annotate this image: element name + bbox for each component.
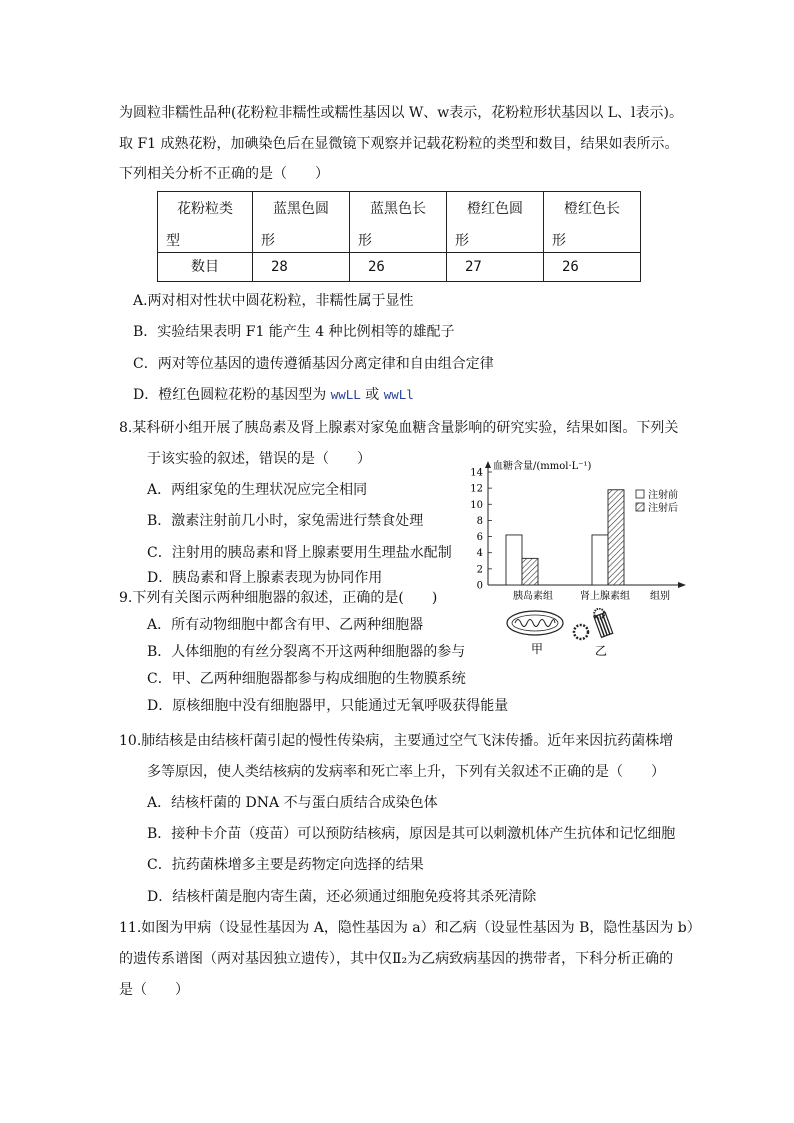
q11-stem-line-2: 的遗传系谱图（两对基因独立遗传），其中仅Ⅱ₂为乙病致病基因的携带者，下科分析正确的 (119, 951, 674, 967)
intro-line-1: 为圆粒非糯性品种(花粉粒非糯性或糯性基因以 W、w表示，花粉粒形状基因以 L、l表示)。 (119, 105, 683, 121)
table-header-cell: 橙红色圆 形 (447, 192, 544, 253)
y-tick-label: 10 (470, 499, 483, 511)
q7-option-b: B．实验结果表明 F1 能产生 4 种比例相等的雄配子 (133, 324, 455, 340)
y-tick-label: 8 (476, 515, 483, 527)
y-tick-label: 4 (476, 548, 483, 560)
organelle-figure (505, 608, 625, 658)
q8-option-a: A．两组家兔的生理状况应完全相同 (147, 482, 368, 498)
question-7-stem: 下列相关分析不正确的是（ ） (119, 166, 329, 182)
legend-label-after: 注射后 (648, 503, 678, 514)
y-tick-label: 2 (476, 564, 483, 576)
genotype-2: wwLl (383, 387, 414, 402)
q9-stem: 9.下列有关图示两种细胞器的叙述，正确的是( ) (119, 590, 438, 606)
bar-before (506, 535, 522, 585)
genotype-1: wwLL (330, 387, 361, 402)
q9-option-b: B．人体细胞的有丝分裂离不开这两种细胞器的参与 (147, 644, 466, 660)
q8-option-b: B．激素注射前几小时，家兔需进行禁食处理 (147, 513, 424, 529)
y-tick-label: 12 (470, 483, 483, 495)
or-text: 或 (360, 387, 384, 403)
bar-after (608, 490, 624, 585)
table-header-cell: 橙红色长 形 (544, 192, 641, 253)
x-category-label: 胰岛素组 (513, 591, 553, 602)
legend-swatch-before (636, 490, 644, 498)
y-tick-label: 6 (476, 532, 483, 544)
q8-stem-line-1: 8.某科研小组开展了胰岛素及肾上腺素对家兔血糖含量影响的研究实验，结果如图。下列关 (119, 420, 679, 436)
q11-stem-line-1: 11.如图为甲病（设显性基因为 A，隐性基因为 a）和乙病（设显性基因为 B，隐性基因为 b） (119, 920, 701, 936)
legend-label-before: 注射前 (648, 490, 678, 501)
mitochondrion-icon (507, 611, 563, 635)
q7-option-d-text: D．橙红色圆粒花粉的基因型为 (133, 387, 331, 403)
y-axis-arrow (485, 461, 491, 468)
q9-option-d: D．原核细胞中没有细胞器甲，只能通过无氧呼吸获得能量 (147, 698, 509, 714)
q10-option-c: C．抗药菌株增多主要是药物定向选择的结果 (147, 857, 424, 873)
q10-option-d: D．结核杆菌是胞内寄生菌，还必须通过细胞免疫将其杀死清除 (147, 889, 537, 905)
q9-option-c: C．甲、乙两种细胞器都参与构成细胞的生物膜系统 (147, 671, 466, 687)
table-cell: 26 (544, 253, 641, 282)
x-axis-label: 组别 (650, 591, 670, 602)
q10-option-b: B．接种卡介苗（疫苗）可以预防结核病，原因是其可以刺激机体产生抗体和记忆细胞 (147, 826, 676, 842)
table-cell: 27 (447, 253, 544, 282)
q7-option-c: C．两对等位基因的遗传遵循基因分离定律和自由组合定律 (133, 356, 494, 372)
table-header-cell: 蓝黑色长 形 (350, 192, 447, 253)
y-axis-label: 血糖含量/(mmol·L⁻¹) (493, 461, 592, 472)
figure-label-jia: 甲 (531, 642, 544, 656)
legend-swatch-after (636, 503, 644, 511)
bar-after (522, 558, 538, 585)
q10-stem-line-2: 多等原因，使人类结核病的发病率和死亡率上升，下列有关叙述不正确的是（ ） (147, 764, 665, 780)
q10-option-a: A．结核杆菌的 DNA 不与蛋白质结合成染色体 (147, 795, 438, 811)
q9-option-a: A．所有动物细胞中都含有甲、乙两种细胞器 (147, 617, 424, 633)
bar-before (592, 535, 608, 585)
q10-stem-line-1: 10.肺结核是由结核杆菌引起的慢性传染病，主要通过空气飞沫传播。近年来因抗药菌株增 (119, 733, 674, 749)
q7-option-a: A.两对相对性状中圆花粉粒，非糯性属于显性 (133, 293, 414, 309)
table-header-row (158, 192, 641, 253)
q8-option-d: D．胰岛素和肾上腺素表现为协同作用 (147, 570, 383, 586)
q7-option-d (133, 386, 414, 404)
centriole-icon (574, 608, 613, 639)
q11-stem-line-3: 是（ ） (119, 982, 189, 998)
table-cell: 28 (253, 253, 350, 282)
x-axis-arrow (678, 582, 686, 588)
table-row (158, 253, 641, 282)
table-row-label: 数目 (158, 253, 253, 282)
blood-glucose-bar-chart (460, 455, 695, 605)
q8-stem-line-2: 于该实验的叙述，错误的是（ ） (147, 451, 371, 467)
table-header-cell: 蓝黑色圆 形 (253, 192, 350, 253)
table-cell: 26 (350, 253, 447, 282)
intro-line-2: 取 F1 成熟花粉，加碘染色后在显微镜下观察并记载花粉粒的类型和数目，结果如表所示。 (119, 136, 679, 152)
y-tick-label: 0 (476, 580, 483, 592)
pollen-count-table (157, 191, 641, 282)
table-header-cell: 花粉粒类 型 (158, 192, 253, 253)
y-tick-label: 14 (470, 467, 483, 479)
q8-option-c: C．注射用的胰岛素和肾上腺素要用生理盐水配制 (147, 545, 452, 561)
figure-label-yi: 乙 (595, 644, 608, 658)
x-category-label: 肾上腺素组 (580, 591, 630, 602)
